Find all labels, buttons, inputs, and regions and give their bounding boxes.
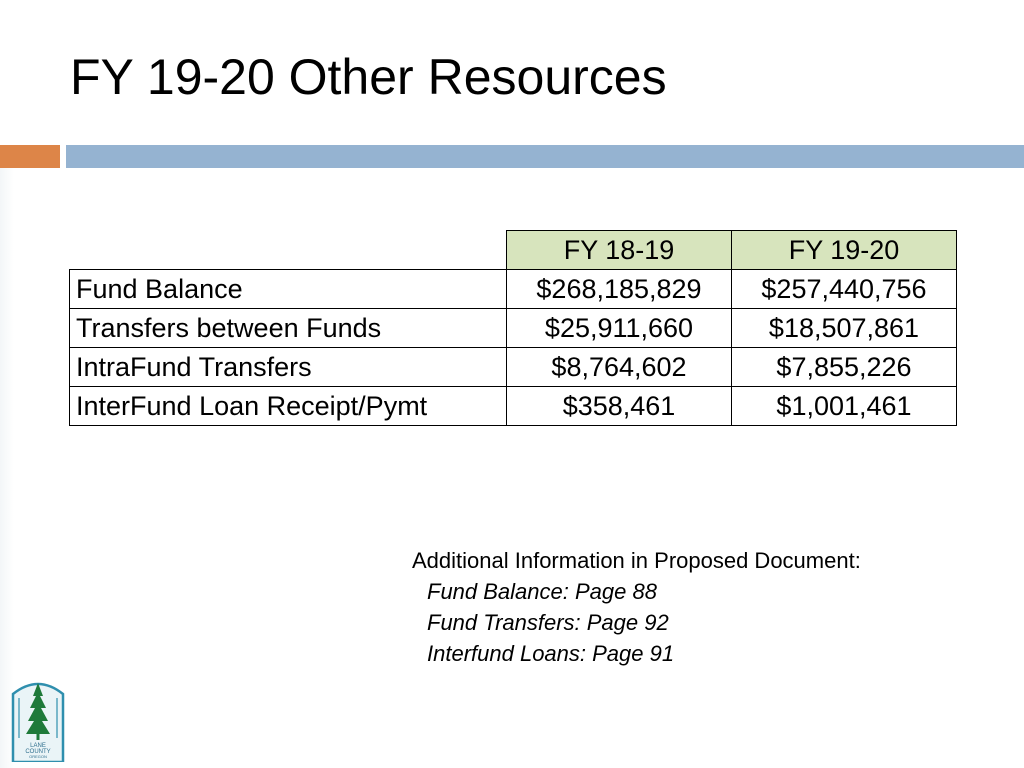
note-line: Fund Balance: Page 88 [427, 579, 657, 604]
row-label: Fund Balance [70, 270, 507, 309]
table-header-blank [70, 231, 507, 270]
page-title: FY 19-20 Other Resources [70, 49, 667, 105]
table-row [70, 387, 957, 426]
logo-text-line1: LANE [30, 743, 46, 749]
column-header-fy1920: FY 19-20 [732, 231, 957, 270]
note-line: Interfund Loans: Page 91 [427, 641, 675, 666]
accent-bar-blue [66, 145, 1024, 168]
row-label: Transfers between Funds [70, 309, 507, 348]
cell-fy1819: $268,185,829 [507, 270, 732, 309]
table-row [70, 270, 957, 309]
resources-table [69, 230, 957, 426]
logo-text-line2: COUNTY [25, 749, 51, 755]
cell-fy1819: $25,911,660 [507, 309, 732, 348]
cell-fy1920: $18,507,861 [732, 309, 957, 348]
cell-fy1819: $8,764,602 [507, 348, 732, 387]
tree-logo-icon [10, 676, 66, 762]
cell-fy1920: $257,440,756 [732, 270, 957, 309]
row-label: InterFund Loan Receipt/Pymt [70, 387, 507, 426]
cell-fy1920: $7,855,226 [732, 348, 957, 387]
cell-fy1920: $1,001,461 [732, 387, 957, 426]
note-heading: Additional Information in Proposed Document: [412, 548, 861, 573]
logo-text-line3: OREGON [29, 754, 47, 759]
table-row [70, 309, 957, 348]
table-row [70, 348, 957, 387]
cell-fy1819: $358,461 [507, 387, 732, 426]
accent-bar-orange [0, 145, 60, 168]
additional-info-note [412, 545, 861, 669]
table-header-row [70, 231, 957, 270]
note-line: Fund Transfers: Page 92 [427, 610, 669, 635]
column-header-fy1819: FY 18-19 [507, 231, 732, 270]
row-label: IntraFund Transfers [70, 348, 507, 387]
